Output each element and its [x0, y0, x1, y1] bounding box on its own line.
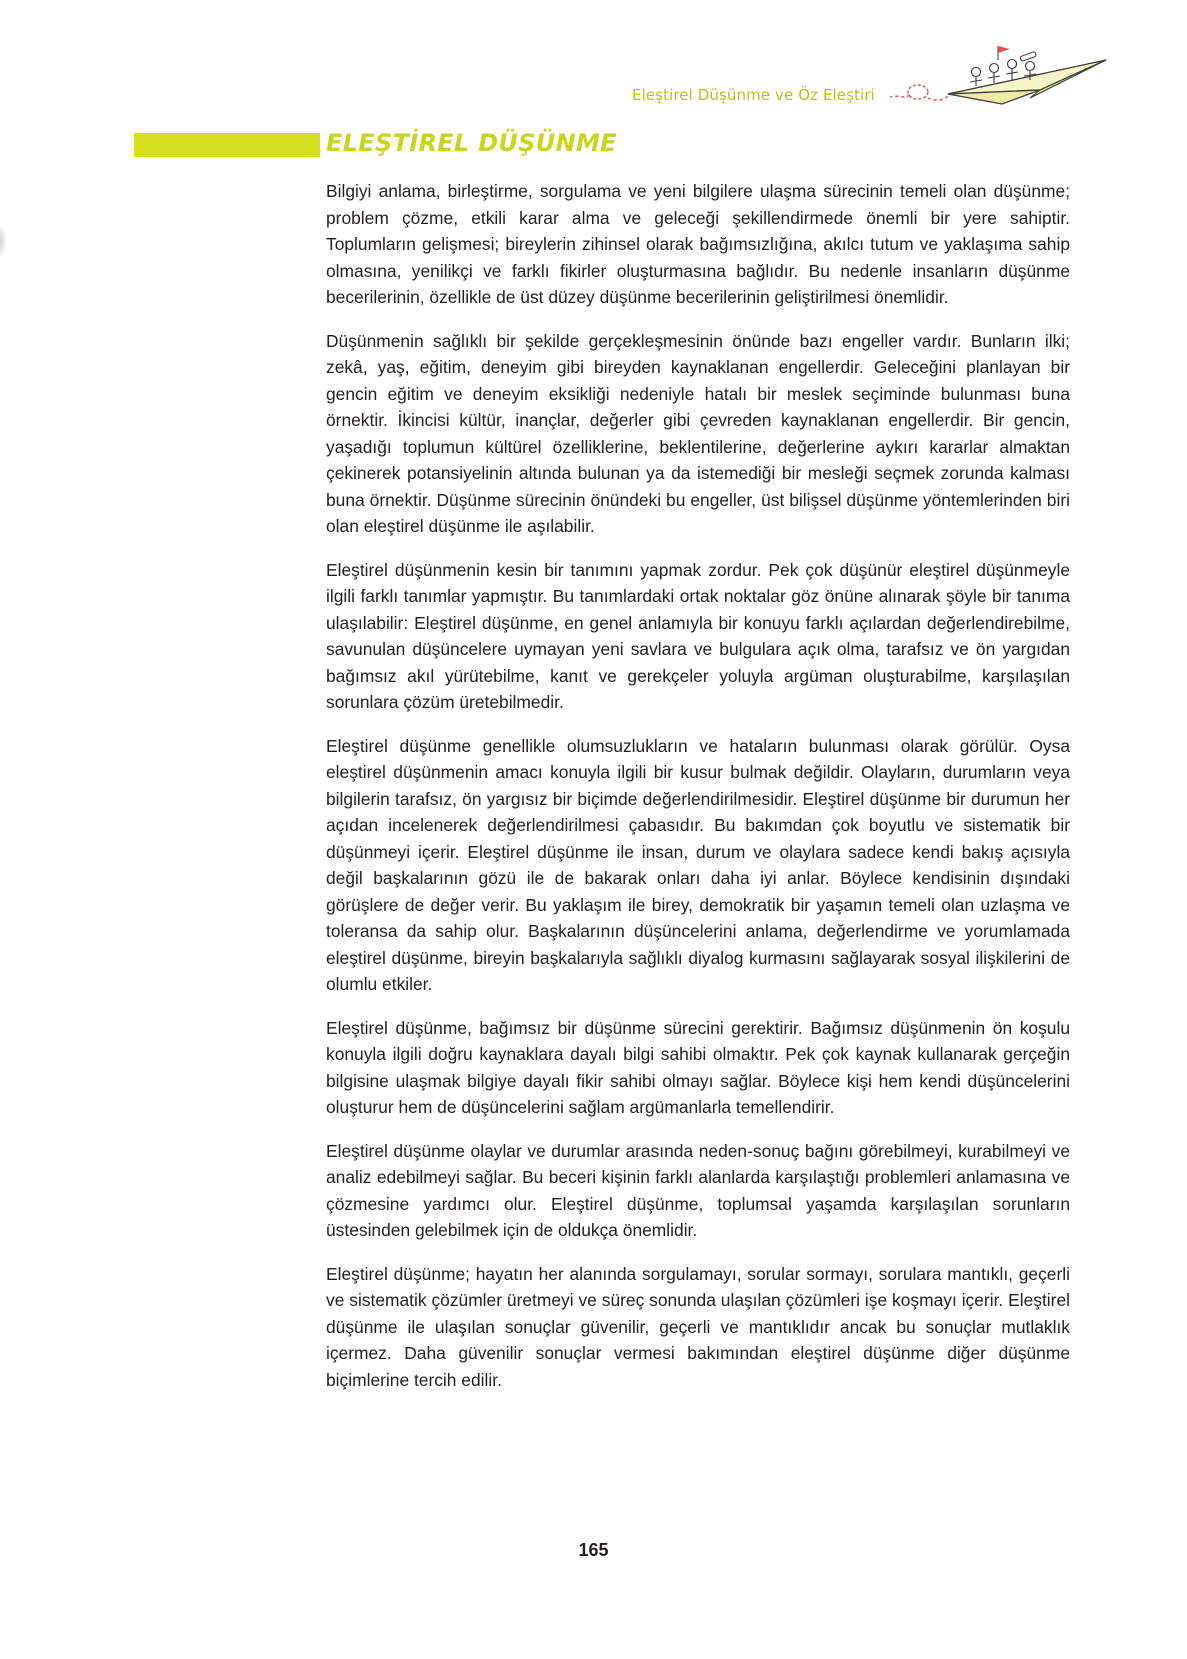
title-accent-bar — [134, 133, 320, 157]
paragraph: Eleştirel düşünme, bağımsız bir düşünme sürecini gerektirir. Bağımsız düşünmenin ön koşulu konuyla ilgili doğru kaynaklara dayalı bilgi sahibi olmaktır. Pek çok kaynak kullanarak gerçeğin bilgisine ulaşmak bilgiye dayalı fikir sahibi olmayı sağlar. Böylece kişi hem kendi düşüncelerini oluşturur hem de düşüncelerini sağlam argümanlarla temellendirir. — [326, 1017, 1070, 1117]
body-text — [326, 178, 1070, 1410]
paragraph: Eleştirel düşünme genellikle olumsuzlukların ve hataların bulunması olarak görülür. Oysa eleştirel düşünmenin amacı konuyla ilgili bir kusur bulmak değildir. Olayların, durumların veya bilgilerin tarafsız, ön yargısız bir biçimde değerlendirilmesidir. Eleştirel düşünme bir durumun her açıdan incelenerek değerlendirilmesi çabasıdır. Bu bakımdan çok boyutlu ve sistematik bir düşünmeyi içerir. Eleştirel düşünme ile insan, durum ve olaylara sadece kendi bakış açısıyla değil başkalarının gözü ile de bakarak onları daha iyi anlar. Böylece kendisinin dışındaki görüşlere de değer verir. Bu yaklaşım ile birey, demokratik bir yaşamın temeli olan uzlaşma ve toleransa da sahip olur. Başkalarının düşüncelerini anlama, değerlendirme ve yorumlamada eleştirel düşünme, bireyin başkalarıyla sağlıklı diyalog kurmasını sağlayarak sosyal ilişkilerini de olumlu etkiler. — [326, 735, 1070, 994]
paragraph: Eleştirel düşünmenin kesin bir tanımını yapmak zordur. Pek çok düşünür eleştirel düşünmeyle ilgili farklı tanımlar yapmıştır. Bu tanımlardaki ortak noktalar göz önüne alınarak şöyle bir tanıma ulaşılabilir: Eleştirel düşünme, en genel anlamıyla bir konuyu farklı açılardan değerlendirebilme, savunulan düşüncelere uymayan yeni savlara ve bulgulara açık olma, tarafsız ve ön yargıdan bağımsız akıl yürütebilme, kanıt ve gerekçeler yoluyla argüman oluşturabilme, karşılaşılan sorunlara çözüm üretebilmedir. — [326, 559, 1070, 712]
paper-airplane-with-children-icon — [890, 40, 1112, 120]
section-title: ELEŞTİREL DÜŞÜNME — [326, 129, 617, 157]
paragraph: Düşünmenin sağlıklı bir şekilde gerçekleşmesinin önünde bazı engeller vardır. Bunların ilki; zekâ, yaş, eğitim, deneyim gibi bireyden kaynaklanan engellerdir. Geleceğini planlayan bir gencin eğitim ve deneyim eksikliği nedeniyle hatalı bir meslek seçiminde bulunması buna örnektir. İkincisi kültür, inançlar, değerler gibi çevreden kaynaklanan engellerdir. Bir gencin, yaşadığı toplumun kültürel özelliklerine, beklentilerine, değerlerine aykırı kararlar almaktan çekinerek potansiyelinin altında bulunan ya da istemediği bir mesleği seçmek zorunda kalması buna örnektir. Düşünme sürecinin önündeki bu engeller, üst bilişsel düşünme yöntemlerinden biri olan eleştirel düşünme ile aşılabilir. — [326, 330, 1070, 536]
page-edge-mark — [0, 226, 6, 256]
paragraph: Eleştirel düşünme olaylar ve durumlar arasında neden-sonuç bağını görebilmeyi, kurabilmeyi ve analiz edebilmeyi sağlar. Bu beceri kişinin farklı alanlarda karşılaştığı problemleri anlamasına ve çözmesine yardımcı olur. Eleştirel düşünme, toplumsal yaşamda karşılaşılan sorunların üstesinden gelebilmek için de oldukça önemlidir. — [326, 1140, 1070, 1240]
paragraph: Bilgiyi anlama, birleştirme, sorgulama ve yeni bilgilere ulaşma sürecinin temeli olan düşünme; problem çözme, etkili karar alma ve geleceği şekillendirmede önemli bir yere sahiptir. Toplumların gelişmesi; bireylerin zihinsel olarak bağımsızlığına, akılcı tutum ve yaklaşıma sahip olmasına, yenilikçi ve farklı fikirler oluşturmasına bağlıdır. Bu nedenle insanların düşünme becerilerinin, özellikle de üst düzey düşünme becerilerinin geliştirilmesi önemlidir. — [326, 181, 1070, 307]
running-header: Eleştirel Düşünme ve Öz Eleştiri — [632, 86, 875, 104]
paragraph: Eleştirel düşünme; hayatın her alanında sorgulamayı, sorular sormayı, sorulara mantıklı, geçerli ve sistematik çözümler üretmeyi ve süreç sonunda ulaşılan çözümleri işe koşmayı içerir. Eleştirel düşünme ile ulaşılan sonuçlar güvenilir, geçerli ve mantıklıdır ancak bu sonuçlar mutlaklık içermez. Daha güvenilir sonuçlar vermesi bakımından eleştirel düşünme diğer düşünme biçimlerine tercih edilir. — [326, 1263, 1070, 1390]
page-number: 165 — [578, 1540, 609, 1560]
